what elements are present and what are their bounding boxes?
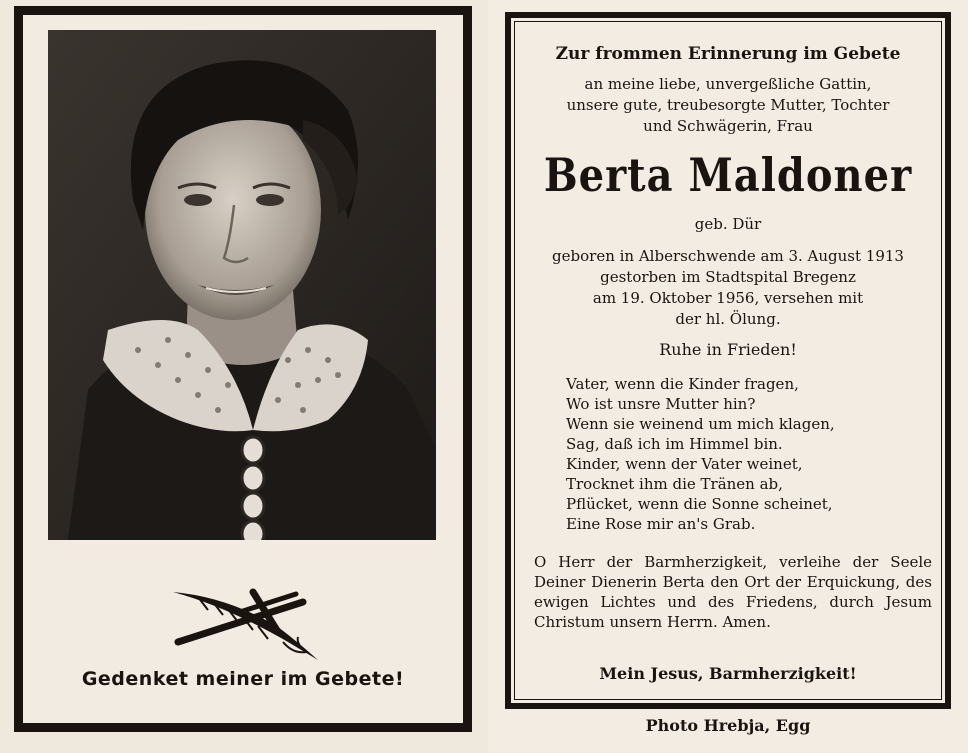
poem <box>566 374 926 534</box>
closing-line: Mein Jesus, Barmherzigkeit! <box>599 664 857 683</box>
left-card-caption: Gedenket meiner im Gebete! <box>81 668 405 690</box>
intro-line: und Schwägerin, Frau <box>643 117 813 135</box>
dates-line: am 19. Oktober 1956, versehen mit <box>592 289 864 307</box>
cross-palm-icon <box>168 582 328 662</box>
poem-line: Wo ist unsre Mutter hin? <box>566 395 756 413</box>
prayer-text: O Herr der Barmherzigkeit, verleihe der Seele Deiner Dienerin Berta den Ort der Erquickung, des ewigen Lichtes und des Friedens, durch Jesum Christum unsern Herrn. Amen. <box>534 553 932 631</box>
poem-line: Kinder, wenn der Vater weinet, <box>566 455 803 473</box>
portrait-photo <box>48 30 436 540</box>
deceased-name: Berta Maldoner <box>543 148 913 203</box>
dates-line: der hl. Ölung. <box>675 310 781 328</box>
rest-in-peace: Ruhe in Frieden! <box>659 340 797 359</box>
life-dates <box>512 246 944 330</box>
intro-line: unsere gute, treubesorgte Mutter, Tochter <box>566 96 890 114</box>
dates-line: gestorben im Stadtspital Bregenz <box>600 268 856 286</box>
photo-credit: Photo Hrebja, Egg <box>645 716 811 735</box>
poem-line: Eine Rose mir an's Grab. <box>566 515 756 533</box>
intro-text <box>512 74 944 137</box>
poem-line: Pflücket, wenn die Sonne scheinet, <box>566 495 833 513</box>
maiden-name: geb. Dür <box>694 215 762 233</box>
poem-line: Trocknet ihm die Tränen ab, <box>566 475 783 493</box>
intro-line: an meine liebe, unvergeßliche Gattin, <box>584 75 872 93</box>
memorial-heading: Zur frommen Erinnerung im Gebete <box>555 44 901 64</box>
poem-line: Wenn sie weinend um mich klagen, <box>566 415 835 433</box>
poem-line: Vater, wenn die Kinder fragen, <box>566 375 799 393</box>
dates-line: geboren in Alberschwende am 3. August 1913 <box>552 247 904 265</box>
poem-line: Sag, daß ich im Himmel bin. <box>566 435 783 453</box>
portrait-illustration <box>48 30 436 540</box>
